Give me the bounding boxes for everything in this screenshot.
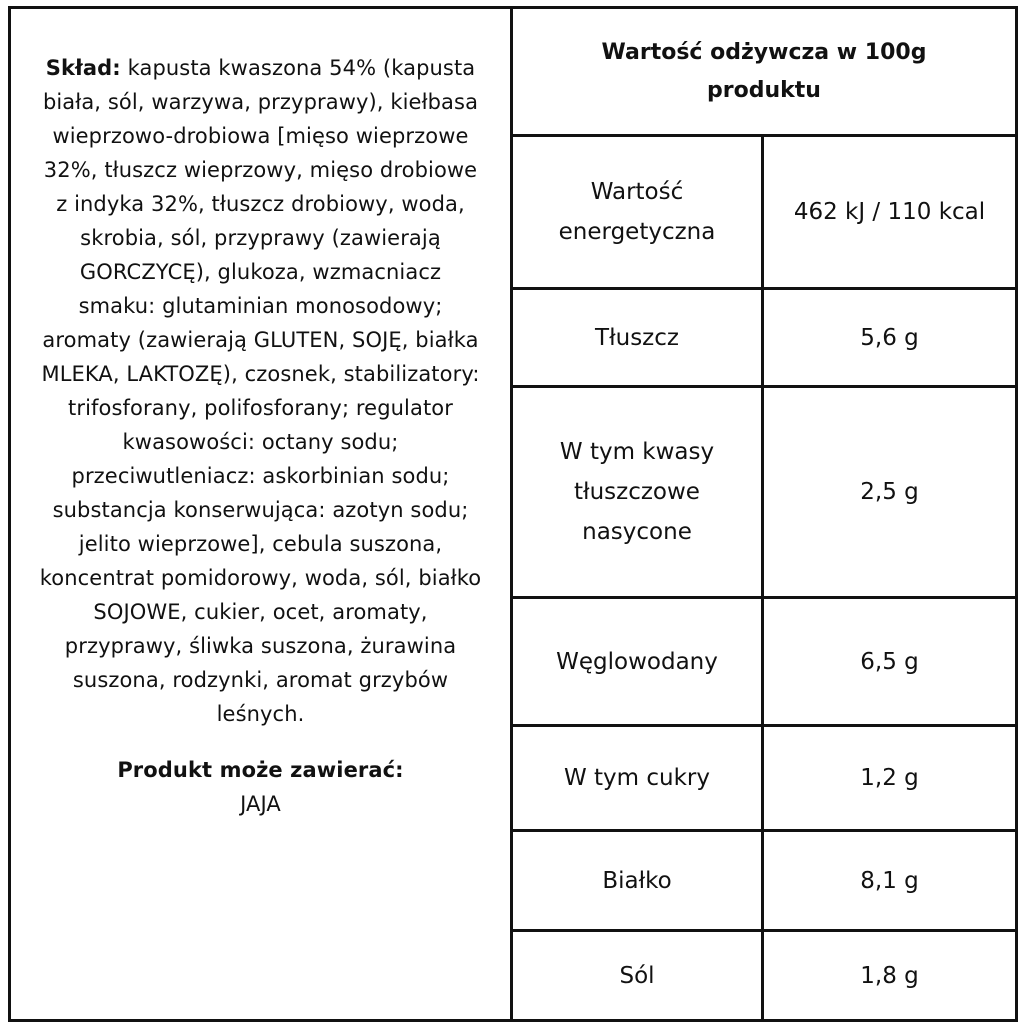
nutrition-table [513, 9, 1015, 1019]
table-row [513, 832, 1015, 932]
table-row [513, 290, 1015, 388]
nutrient-value: 8,1 g [860, 867, 919, 894]
ingredients-panel [11, 9, 513, 1019]
nutrient-name: Węglowodany [513, 599, 764, 724]
nutrition-table-title: Wartość odżywcza w 100g produktu [513, 9, 1015, 137]
ingredients-paragraph [39, 51, 482, 731]
nutrient-value: 5,6 g [860, 324, 919, 351]
table-row [513, 727, 1015, 832]
product-label [8, 6, 1018, 1022]
ingredients-text: kapusta kwaszona 54% (kapusta biała, sól, warzywa, przyprawy), kiełbasa wieprzowo-drobiowa [mięso wieprzowe 32%, tłuszcz wieprzowy, mięso drobiowe z indyka 32%, tłuszcz drobiowy, woda, skrobia, sól, przyprawy (zawierają GORCZYCĘ), glukoza, wzmacniacz smaku: glutaminian monosodowy; aromaty (zawierają GLUTEN, SOJĘ, białka MLEKA, LAKTOZĘ), czosnek, stabilizatory: trifosforany, polifosforany; regulator kwasowości: octany sodu; przeciwutleniacz: askorbinian sodu; substancja konserwująca: azotyn sodu; jelito wieprzowe], cebula suszona, koncentrat pomidorowy, woda, sól, białko SOJOWE, cukier, ocet, aromaty, przyprawy, śliwka suszona, żurawina suszona, rodzynki, aromat grzybów leśnych. [39, 56, 482, 726]
table-row [513, 388, 1015, 599]
table-row [513, 932, 1015, 1019]
nutrient-value: 6,5 g [860, 648, 919, 675]
nutrient-name: W tym cukry [513, 727, 764, 829]
table-row [513, 599, 1015, 727]
allergen-warning-value: JAJA [240, 792, 281, 816]
allergen-warning [39, 753, 482, 821]
nutrient-name: Wartość energetyczna [513, 137, 764, 287]
nutrient-value: 1,2 g [860, 765, 919, 791]
nutrient-name: Tłuszcz [513, 290, 764, 385]
nutrient-value: 1,8 g [860, 962, 919, 989]
nutrient-name: W tym kwasy tłuszczowe nasycone [513, 388, 764, 596]
nutrient-value: 462 kJ / 110 kcal [793, 199, 986, 225]
ingredients-label: Skład: [45, 56, 121, 80]
nutrient-value: 2,5 g [860, 479, 919, 505]
allergen-warning-heading: Produkt może zawierać: [117, 758, 404, 782]
nutrient-name: Białko [513, 832, 764, 929]
nutrient-name: Sól [513, 932, 764, 1019]
table-row [513, 137, 1015, 290]
